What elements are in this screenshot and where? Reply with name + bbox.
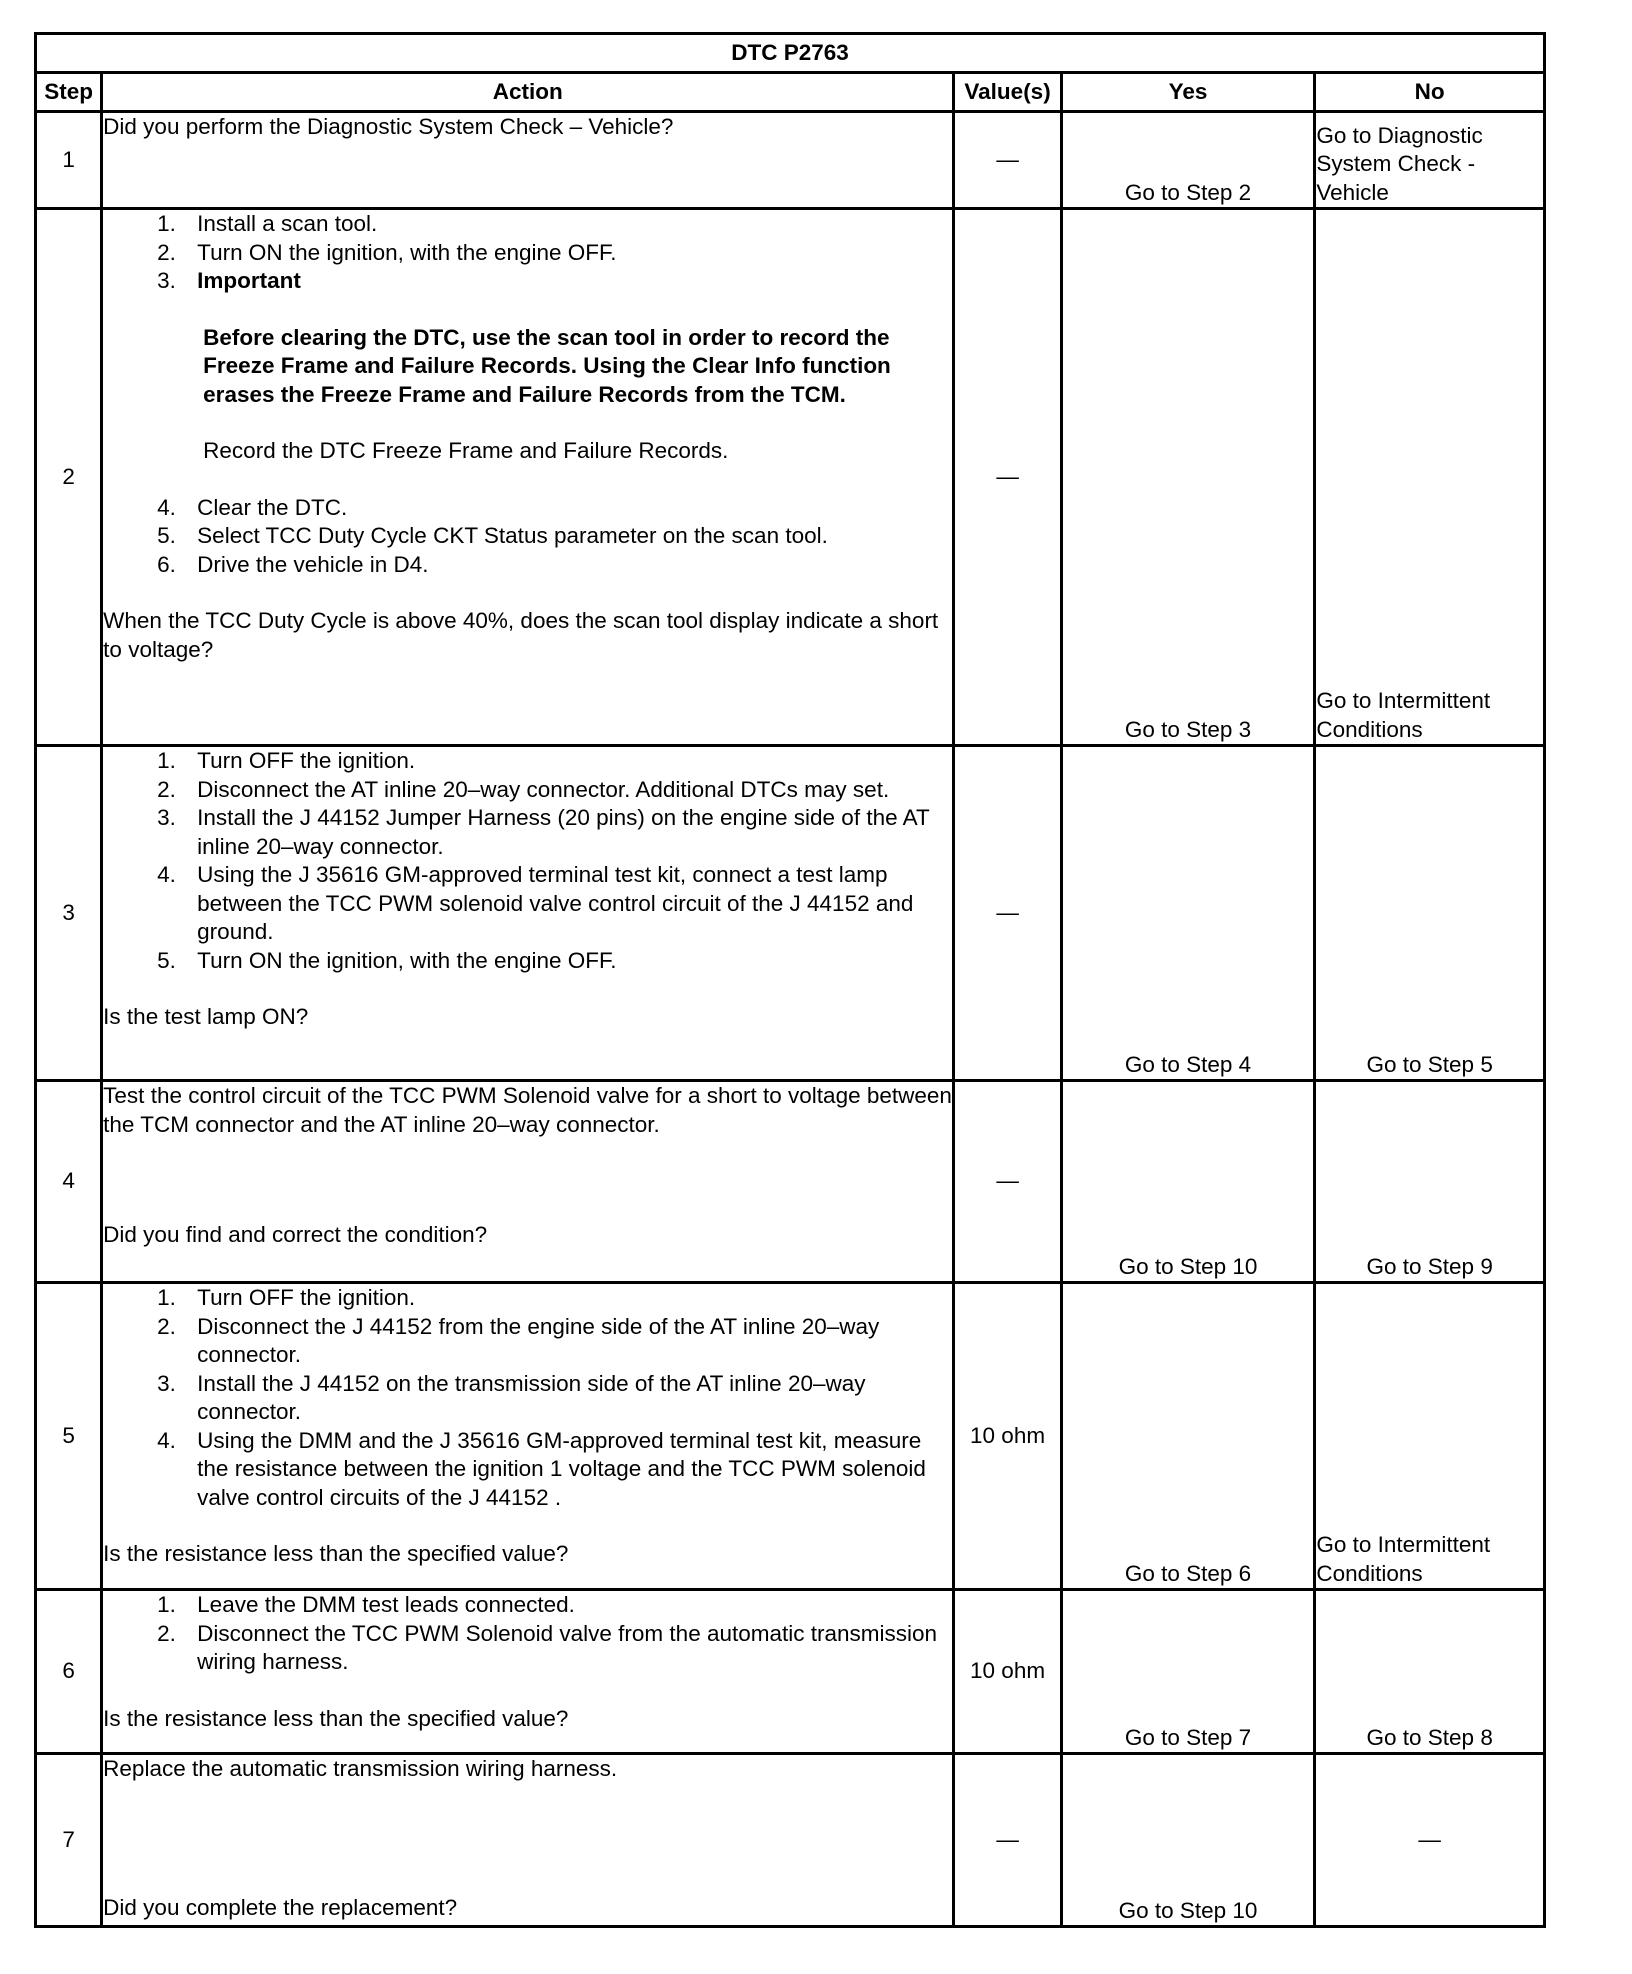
step-number: 2 bbox=[36, 209, 102, 746]
header-action: Action bbox=[102, 73, 954, 112]
list-item: 1. Leave the DMM test leads connected. bbox=[157, 1592, 575, 1617]
list-item: 1. Install a scan tool. bbox=[157, 211, 378, 236]
no-cell: — bbox=[1315, 1754, 1545, 1927]
action-text: Test the control circuit of the TCC PWM Solenoid valve for a short to voltage between the TCM connector and the AT inline 20–way connector. bbox=[103, 1083, 952, 1137]
list-item: 6. Drive the vehicle in D4. bbox=[157, 551, 429, 577]
no-cell: Go to Intermittent Conditions bbox=[1315, 1283, 1545, 1590]
title-row bbox=[36, 34, 1545, 73]
action-steps bbox=[103, 494, 952, 580]
table-row bbox=[36, 209, 1545, 746]
step-number: 7 bbox=[36, 1754, 102, 1927]
action-cell bbox=[102, 1590, 954, 1754]
no-cell: Go to Step 5 bbox=[1315, 746, 1545, 1081]
value-cell: 10 ohm bbox=[954, 1283, 1061, 1590]
header-step: Step bbox=[36, 73, 102, 112]
list-item: 1. Turn OFF the ignition. bbox=[157, 1285, 416, 1310]
value-cell: — bbox=[954, 112, 1061, 209]
value-cell: — bbox=[954, 1754, 1061, 1927]
list-item: 4. Using the DMM and the J 35616 GM-approved terminal test kit, measure the resistance between the ignition 1 voltage and the TCC PWM solenoid valve control circuits of the J 44152 . bbox=[157, 1427, 926, 1510]
value-cell: 10 ohm bbox=[954, 1590, 1061, 1754]
yes-cell: Go to Step 10 bbox=[1061, 1754, 1315, 1927]
no-cell: Go to Diagnostic System Check - Vehicle bbox=[1315, 112, 1545, 209]
action-question: Did you find and correct the condition? bbox=[103, 1222, 488, 1247]
header-yes: Yes bbox=[1061, 73, 1315, 112]
header-row bbox=[36, 73, 1545, 112]
list-item: 2. Disconnect the AT inline 20–way connector. Additional DTCs may set. bbox=[157, 776, 890, 802]
yes-cell: Go to Step 2 bbox=[1061, 112, 1315, 209]
list-item: 3. Install the J 44152 Jumper Harness (20 pins) on the engine side of the AT inline 20–way connector. bbox=[157, 805, 930, 859]
record-text: Record the DTC Freeze Frame and Failure Records. bbox=[203, 438, 729, 463]
no-cell: Go to Step 9 bbox=[1315, 1081, 1545, 1283]
list-item: 1. Turn OFF the ignition. bbox=[157, 748, 416, 773]
header-no: No bbox=[1315, 73, 1545, 112]
action-steps bbox=[103, 1591, 952, 1677]
list-item: 2. Disconnect the TCC PWM Solenoid valve from the automatic transmission wiring harness. bbox=[157, 1620, 938, 1674]
action-cell bbox=[102, 1081, 954, 1283]
yes-cell: Go to Step 3 bbox=[1061, 209, 1315, 746]
yes-cell: Go to Step 7 bbox=[1061, 1590, 1315, 1754]
table-title: DTC P2763 bbox=[36, 34, 1545, 73]
value-cell: — bbox=[954, 209, 1061, 746]
value-cell: — bbox=[954, 1081, 1061, 1283]
no-cell: Go to Intermittent Conditions bbox=[1315, 209, 1545, 746]
action-cell bbox=[102, 209, 954, 746]
list-item: 3. Install the J 44152 on the transmission side of the AT inline 20–way connector. bbox=[157, 1370, 866, 1424]
list-item: 4. Using the J 35616 GM-approved terminal test kit, connect a test lamp between the TCC PWM solenoid valve control circuit of the J 44152 and ground. bbox=[157, 862, 914, 944]
step-number: 6 bbox=[36, 1590, 102, 1754]
table-row bbox=[36, 1283, 1545, 1590]
step-number: 5 bbox=[36, 1283, 102, 1590]
no-cell: Go to Step 8 bbox=[1315, 1590, 1545, 1754]
table-row bbox=[36, 112, 1545, 209]
table-row bbox=[36, 1081, 1545, 1283]
dtc-table bbox=[34, 32, 1546, 1928]
yes-cell: Go to Step 4 bbox=[1061, 746, 1315, 1081]
list-item: 4. Clear the DTC. bbox=[157, 494, 348, 520]
action-cell bbox=[102, 746, 954, 1081]
action-cell bbox=[102, 1283, 954, 1590]
step-number: 1 bbox=[36, 112, 102, 209]
list-item: 2. Disconnect the J 44152 from the engine side of the AT inline 20–way connector. bbox=[157, 1313, 880, 1367]
list-item: 3. Important bbox=[103, 267, 952, 296]
action-text: Replace the automatic transmission wiring harness. bbox=[103, 1756, 618, 1781]
step-number: 3 bbox=[36, 746, 102, 1081]
header-values: Value(s) bbox=[954, 73, 1061, 112]
yes-cell: Go to Step 6 bbox=[1061, 1283, 1315, 1590]
action-question: Is the resistance less than the specified value? bbox=[103, 1705, 569, 1731]
step-number: 4 bbox=[36, 1081, 102, 1283]
table-row bbox=[36, 1754, 1545, 1927]
yes-cell: Go to Step 10 bbox=[1061, 1081, 1315, 1283]
action-question: Did you complete the replacement? bbox=[103, 1894, 458, 1920]
table-row bbox=[36, 746, 1545, 1081]
list-item: 5. Select TCC Duty Cycle CKT Status parameter on the scan tool. bbox=[157, 523, 828, 548]
important-note: Before clearing the DTC, use the scan tool in order to record the Freeze Frame and Failure Records. Using the Clear Info function erases the Freeze Frame and Failure Records from the TCM. bbox=[203, 324, 891, 407]
action-cell bbox=[102, 1754, 954, 1927]
list-item: 5. Turn ON the ignition, with the engine OFF. bbox=[157, 947, 617, 973]
action-steps bbox=[103, 1284, 952, 1512]
important-label: Important bbox=[197, 268, 301, 293]
action-steps bbox=[103, 210, 952, 296]
action-steps bbox=[103, 747, 952, 975]
action-question: Did you perform the Diagnostic System Check – Vehicle? bbox=[103, 114, 674, 139]
list-item: 2. Turn ON the ignition, with the engine OFF. bbox=[157, 239, 617, 265]
value-cell: — bbox=[954, 746, 1061, 1081]
action-question: Is the resistance less than the specified value? bbox=[103, 1541, 569, 1566]
action-cell bbox=[102, 112, 954, 209]
table-row bbox=[36, 1590, 1545, 1754]
action-question: Is the test lamp ON? bbox=[103, 1004, 309, 1029]
action-question: When the TCC Duty Cycle is above 40%, does the scan tool display indicate a short to voltage? bbox=[103, 608, 939, 662]
